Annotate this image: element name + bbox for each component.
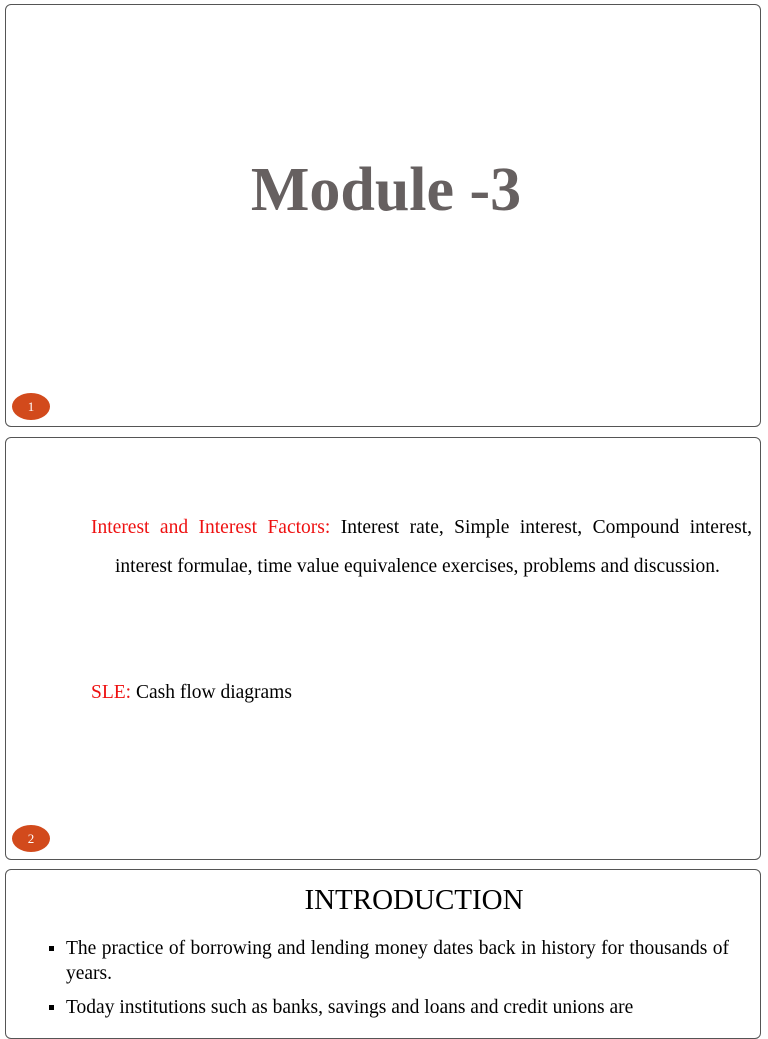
module-title: Module -3 xyxy=(250,156,522,224)
introduction-bullets xyxy=(48,936,729,1029)
list-item xyxy=(48,936,729,986)
topics-text: Interest rate, Simple interest, Compound interest, interest formulae, time value equivalence exercises, problems and discussion. xyxy=(115,517,752,577)
slide-number-badge: 1 xyxy=(12,393,50,420)
module-topics xyxy=(91,508,752,586)
bullet-square-icon xyxy=(49,1005,54,1010)
sle-label: SLE: xyxy=(91,682,132,703)
bullet-text: Today institutions such as banks, savings and loans and credit unions are xyxy=(66,997,634,1018)
slide-number-badge: 2 xyxy=(12,825,50,852)
sle-text: Cash flow diagrams xyxy=(135,682,292,703)
topics-label: Interest and Interest Factors: xyxy=(91,517,331,538)
bullet-text: The practice of borrowing and lending money dates back in history for thousands of years. xyxy=(66,938,729,984)
list-item xyxy=(48,995,729,1020)
slide-2 xyxy=(5,437,761,860)
introduction-title: INTRODUCTION xyxy=(304,884,524,916)
slide-1 xyxy=(5,4,761,427)
sle-line xyxy=(91,678,728,708)
slide-3 xyxy=(5,869,761,1039)
bullet-square-icon xyxy=(49,946,54,951)
